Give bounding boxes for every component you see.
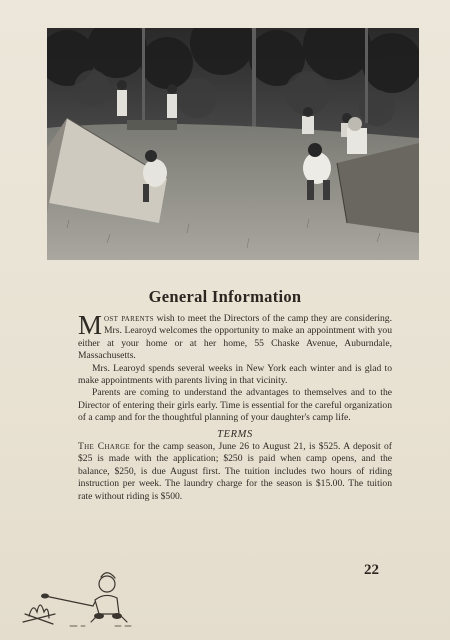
page-title: General Information: [148, 287, 302, 306]
terms-text: for the camp season, June 26 to August 21, is $525. A deposit of $25 is made with the application; $250 is paid when camp opens, and the balance, $250, is due August first. The tuition includes two hours of riding instruction per week. The laundry charge for the season is $15.00. The tuition rate without riding is $500.: [78, 441, 392, 502]
campfire-girl-sketch-icon: [15, 550, 145, 630]
body-text: [78, 310, 392, 503]
paragraph-enrollment: Parents are coming to understand the advantages to themselves and to the Director of entering their girls early. Time is essential for the careful organization of a camp and for the thoughtful planning of your daughter's camp life.: [78, 387, 392, 424]
drop-cap: M: [78, 310, 103, 340]
page-number: 22: [364, 562, 379, 578]
camp-photo: [47, 28, 419, 260]
paragraph-intro-text: wish to meet the Directors of the camp they are considering. Mrs. Learoyd welcomes the opportunity to make an appointment with you either at your home or at her home, 55 Chaske Avenue, Auburndale, Massachusetts.: [78, 313, 392, 362]
lead-smallcaps: ost parents: [104, 313, 154, 324]
camp-tent-photo-icon: [47, 28, 419, 260]
paragraph-new-york: Mrs. Learoyd spends several weeks in New York each winter and is glad to make appointments with parents living in that vicinity.: [78, 362, 392, 387]
paragraph-intro: [78, 310, 392, 363]
terms-heading: TERMS: [217, 428, 253, 440]
paragraph-terms: [78, 441, 392, 503]
terms-lead-smallcaps: The Charge: [78, 441, 131, 453]
